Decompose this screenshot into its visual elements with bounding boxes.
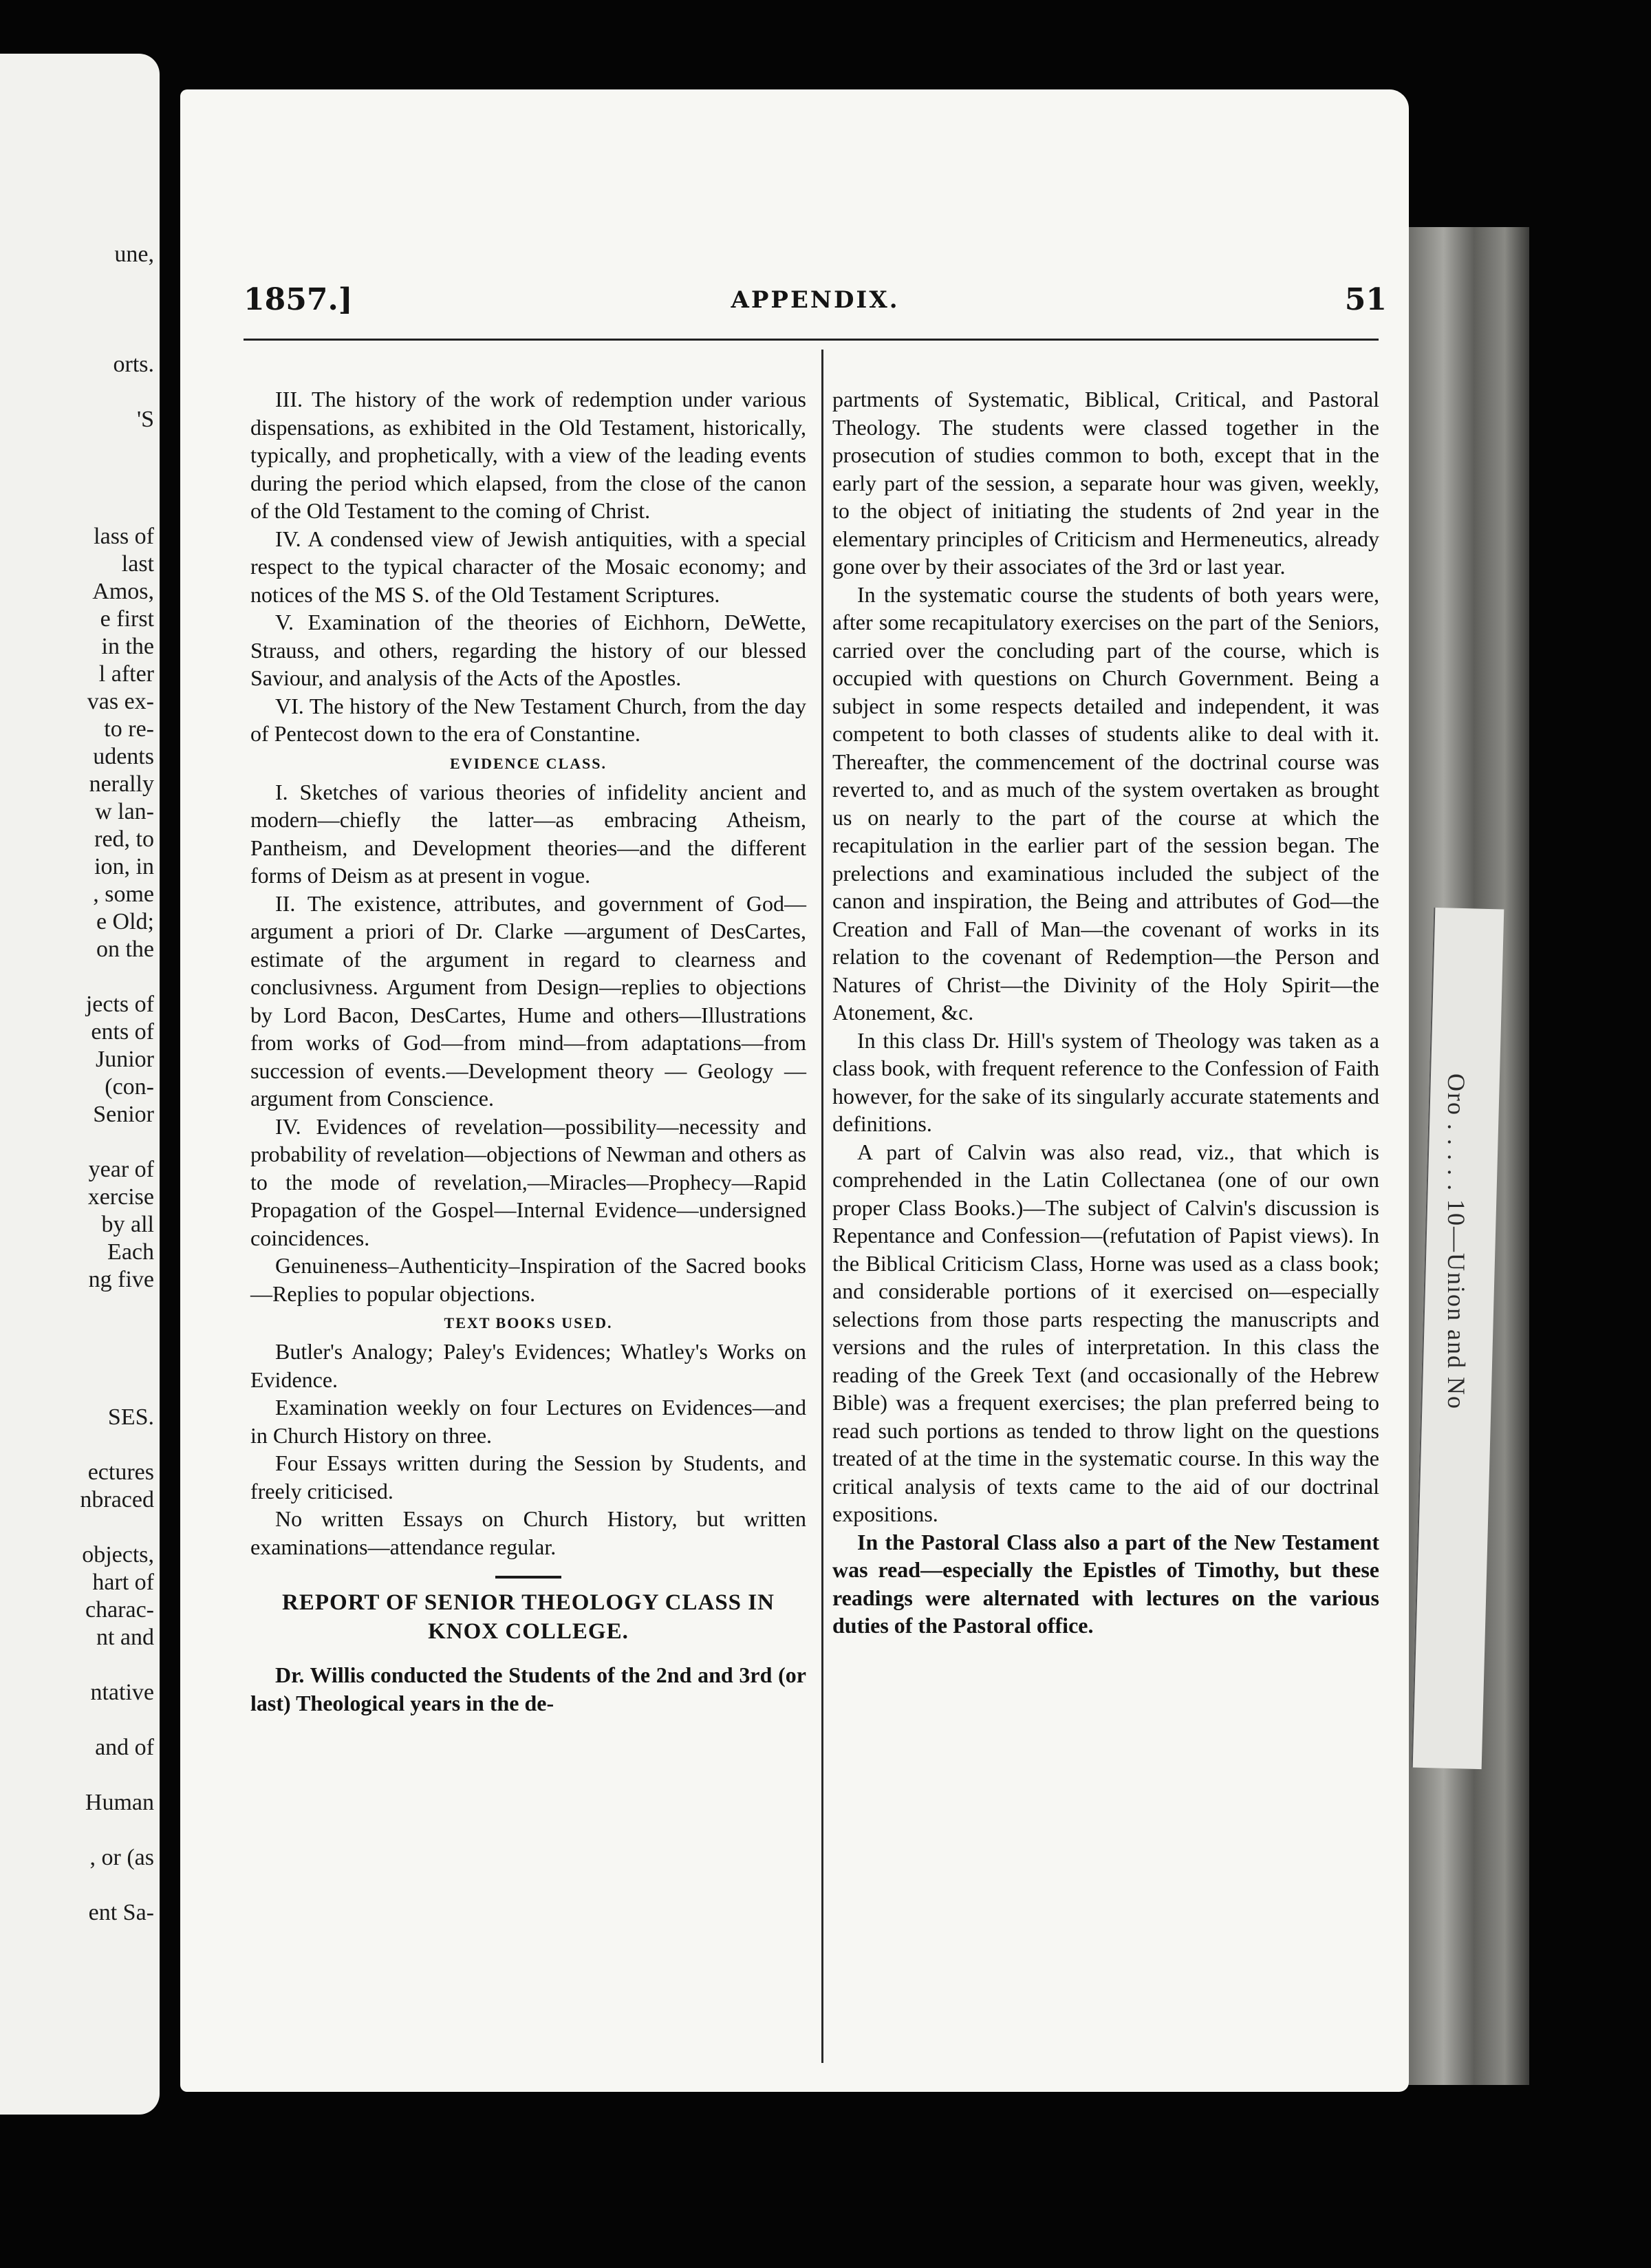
left-page-line: ent Sa- <box>88 1900 154 1925</box>
left-page-line: Each <box>107 1239 154 1265</box>
paragraph: Dr. Willis conducted the Students of the 2nd and 3rd (or last) Theological years in the de- <box>250 1662 806 1715</box>
paragraph: III. The history of the work of redemption under various dispensations, as exhibited in the Old Testament, historically, typically, and prophetically, with a view of the leading events during the period which elapsed, from the close of the canon of the Old Testament to the coming of Christ. <box>250 387 806 523</box>
left-page-line: une, <box>114 242 154 267</box>
paragraph: IV. A condensed view of Jewish antiquities, with a special respect to the typical character of the Mosaic economy; and notices of the MS S. of the Old Testament Scriptures. <box>250 526 806 607</box>
left-page-line: nerally <box>89 771 154 797</box>
paragraph: Four Essays written during the Session by Students, and freely criticised. <box>250 1451 806 1504</box>
left-page-line: by all <box>101 1212 154 1237</box>
right-column <box>832 385 1379 1640</box>
left-page-line: l after <box>98 661 154 687</box>
left-page-line: Senior <box>93 1102 154 1127</box>
left-page-line: and of <box>95 1735 154 1760</box>
left-page-line: SES. <box>107 1404 154 1430</box>
left-page-line: orts. <box>113 352 154 377</box>
column-divider <box>821 350 823 2063</box>
paragraph: A part of Calvin was also read, viz., that which is comprehended in the Latin Collectanea (one of our own proper Class Books.)—The subject of Calvin's discussion is Repentance and Confession—(refutation of Papist views). In the Biblical Criticism Class, Horne was used as a class book; and considerable portions of it exercised on—especially selections from those parts respecting the manuscripts and versions and the rules of interpretation. In this class the reading of the Greek Text (and occasionally of the Hebrew Bible) was a frequent exercises; the plan preferred being to read such portions as tended to throw light on the questions treated of at the time in the systematic course. In this way the critical analysis of texts came to the aid of our doctrinal expositions. <box>832 1139 1379 1526</box>
header-title: APPENDIX. <box>731 286 900 314</box>
left-page-line: nt and <box>96 1625 154 1650</box>
left-page-line: to re- <box>104 716 154 742</box>
left-page-line: w lan- <box>95 799 154 824</box>
paragraph: In this class Dr. Hill's system of Theology was taken as a class book, with frequent reference to the Confession of Faith however, for the sake of its singularly accurate statements and definitions. <box>832 1027 1379 1136</box>
left-page-line: jects of <box>85 992 154 1017</box>
left-page-line: ents of <box>91 1019 154 1045</box>
left-page-line: Human <box>85 1790 154 1815</box>
left-page-line: ntative <box>90 1680 154 1705</box>
page-number: 51 <box>1344 282 1387 317</box>
paragraph: VI. The history of the New Testament Church, from the day of Pentecost down to the era of Constantine. <box>250 693 806 746</box>
left-page-line: year of <box>88 1157 154 1182</box>
left-page-line: udents <box>93 744 154 769</box>
section-heading-evidence: EVIDENCE CLASS. <box>449 754 607 772</box>
section-heading-textbooks: TEXT BOOKS USED. <box>444 1314 613 1331</box>
paragraph: II. The existence, attributes, and government of God—argument a priori of Dr. Clarke —argument of DesCartes, estimate of the argument in regard to clearness and conclusivness. Argument from Design—replies to objections by Lord Bacon, DesCartes, Hume and others—Illustrations from works of God—from mind—from adaptations—from succession of events.—Development theory — Geology — argument from Conscience. <box>250 890 806 1111</box>
paragraph: I. Sketches of various theories of infidelity ancient and modern—chiefly the latter—as embracing Atheism, Pantheism, and Development theories—and the different forms of Deism as at present in vogue. <box>250 779 806 888</box>
paragraph: Genuineness–Authenticity–Inspiration of the Sacred books—Replies to popular objections. <box>250 1253 806 1306</box>
running-header <box>244 282 1387 323</box>
left-page-line: hart of <box>92 1570 154 1595</box>
left-page-line: objects, <box>82 1542 154 1568</box>
book-page <box>180 89 1409 2092</box>
left-page-line: e Old; <box>96 909 154 934</box>
paragraph: Examination weekly on four Lectures on Evidences—and in Church History on three. <box>250 1395 806 1448</box>
left-page-line: in the <box>101 634 154 659</box>
paragraph: V. Examination of the theories of Eichhorn, DeWette, Strauss, and others, regarding the history of our blessed Saviour, and analysis of the Acts of the Apostles. <box>250 610 806 690</box>
left-page-line: charac- <box>85 1597 154 1623</box>
left-page-line: (con- <box>105 1074 154 1100</box>
left-page-line: last <box>121 551 154 577</box>
paragraph: In the Pastoral Class also a part of the New Testament was read—especially the Epistles of Timothy, but these readings were alternated with lectures on the various duties of the Pastoral office. <box>832 1529 1379 1638</box>
paragraph: No written Essays on Church History, but written examinations—attendance regular. <box>250 1506 806 1559</box>
left-page-line: e first <box>100 606 154 632</box>
left-page-line: nbraced <box>80 1487 154 1512</box>
previous-page-fragment <box>0 54 160 2115</box>
paragraph: IV. Evidences of revelation—possibility—necessity and probability of revelation—objections of Newman and others as to the mode of revelation,—Miracles—Prophecy—Rapid Propagation of the Gospel—Internal Evidence—undersigned coincidences. <box>250 1113 806 1250</box>
left-page-line: , some <box>93 881 154 907</box>
left-page-line: , or (as <box>89 1845 154 1870</box>
left-page-line: on the <box>96 937 154 962</box>
left-page-line: vas ex- <box>87 689 154 714</box>
left-column <box>250 385 806 1717</box>
header-year: 1857.] <box>244 282 353 317</box>
left-page-line: ectures <box>87 1459 154 1485</box>
report-title: REPORT OF SENIOR THEOLOGY CLASS IN KNOX COLLEGE. <box>282 1590 775 1644</box>
left-page-line: xercise <box>87 1184 154 1210</box>
left-page-line: ng five <box>88 1267 154 1292</box>
left-page-line: Amos, <box>92 579 154 604</box>
left-page-line: Junior <box>96 1047 154 1072</box>
paragraph: Butler's Analogy; Paley's Evidences; Whatley's Works on Evidence. <box>250 1339 806 1392</box>
left-page-line: lass of <box>94 524 154 549</box>
clipping-text: Oro . . . . . 10—Union and No <box>1443 1073 1470 1410</box>
left-page-line: 'S <box>136 407 154 432</box>
paragraph: partments of Systematic, Biblical, Critical, and Pastoral Theology. The students were classed together in the prosecution of studies common to both, except that in the early part of the session, a separate hour was given, weekly, to the object of initiating the students of 2nd year in the elementary principles of Criticism and Hermeneutics, already gone over by their associates of the 3rd or last year. <box>832 387 1379 579</box>
header-rule <box>244 339 1379 341</box>
left-page-line: red, to <box>94 826 154 852</box>
left-page-line: ion, in <box>94 854 154 879</box>
section-rule <box>495 1576 561 1579</box>
paragraph: In the systematic course the students of both years were, after some recapitulatory exercises on the part of the Seniors, carried over the concluding part of the course, which is occupied with questions on Church Government. Being a subject in some respects detailed and independent, it was competent to both classes of students alike to deal with it. Thereafter, the commencement of the doctrinal course was reverted to, and as much of the system overtaken as brought us on nearly to the part of the course at which the recapitulation in the earlier part of the session began. The prelections and examinatious included the subject of the canon and inspiration, the Being and attributes of God—the Creation and Fall of Man—the covenant of works in its relation to the covenant of Redemption—the Person and Natures of Christ—the Divinity of the Holy Spirit—the Atonement, &c. <box>832 581 1379 1025</box>
